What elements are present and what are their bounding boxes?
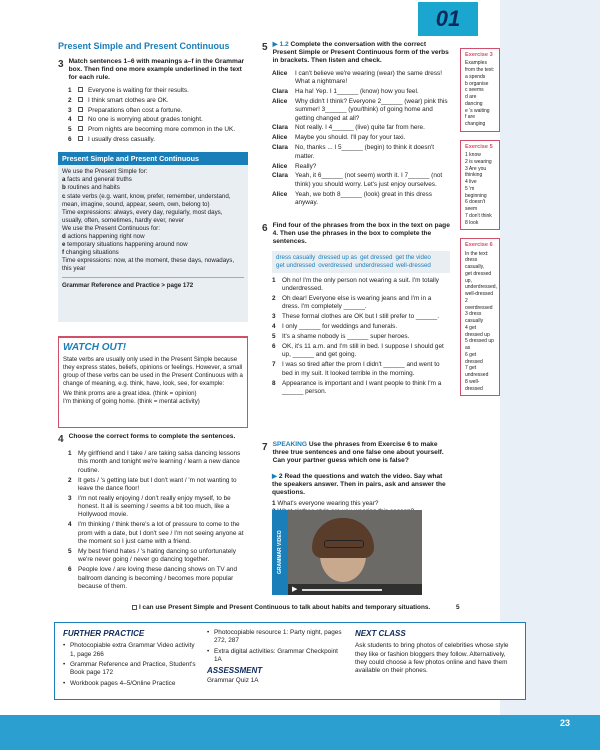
item-number: 3 <box>272 313 276 321</box>
answer-key-line: a spends <box>465 73 486 80</box>
item-text: These formal clothes are OK but I still prefer to ______. <box>282 313 440 321</box>
item-text: No one is worrying about grades tonight. <box>88 116 203 124</box>
answer-key-box <box>460 48 500 132</box>
speaker-name: Alice <box>272 190 288 198</box>
list-item <box>68 87 248 95</box>
item-text: It gets / 's getting late but I don't want / 'm not wanting to leave the dance floor! <box>78 476 237 492</box>
phrase-chip: get dressed <box>360 253 393 261</box>
item-number: 1 <box>68 450 72 457</box>
dialogue-text: Yeah, it 6______ (not seem) worth it. I 7______ (not think) you should worry. Let's just enjoy ourselves. <box>295 172 443 188</box>
dialogue-line <box>272 124 450 132</box>
answer-key-line: c seems <box>465 87 484 94</box>
item-text: Appearance is important and I want people to think I'm a ______ person. <box>282 379 442 395</box>
dialogue-text: Not really. I 4______ (live) quite far from here. <box>295 124 425 132</box>
item-text: OK, it's 11 a.m. and I'm still in bed. I suppose I should get up, ______ and get going. <box>282 343 444 359</box>
answer-key-line: e 's waiting <box>465 107 490 114</box>
checkbox-icon[interactable] <box>78 116 83 121</box>
speaker-name: Alice <box>272 97 288 105</box>
dialogue-text: I can't believe we're wearing (wear) the same dress! What a nightmare! <box>295 69 443 86</box>
grammar-line: We use the Present Continuous for: <box>62 224 160 232</box>
answer-key-line: 3 dress casually <box>465 311 484 325</box>
answer-key-line: 8 look <box>465 219 479 226</box>
exercise-5 <box>262 41 450 209</box>
practice-item: • Workbook pages 4–5/Online Practice <box>63 680 198 688</box>
assessment-title: ASSESSMENT <box>207 666 263 676</box>
checkbox-icon[interactable] <box>78 97 83 102</box>
speaker-name: Alice <box>272 69 288 77</box>
list-item <box>68 566 248 591</box>
exercise-instruction: Complete the conversation with the correct Present Simple or Present Continuous form of the verbs in brackets. Then listen and check. <box>272 41 449 65</box>
item-text: People love / are loving these dancing shows on TV and ballroom dancing is becoming / becomes more popular because of them. <box>78 566 238 590</box>
video-label: GRAMMAR VIDEO <box>272 510 288 595</box>
answer-key-line: In the text: <box>465 250 489 257</box>
speaker-name: Alice <box>272 134 288 142</box>
list-item <box>272 277 450 294</box>
checkbox-icon[interactable] <box>132 605 137 610</box>
item-text: Oh dear! Everyone else is wearing jeans and I'm in a dress. I'm completely ______. <box>282 295 432 311</box>
exercise-6 <box>262 222 450 398</box>
answer-key-line: dress casually, <box>465 257 485 271</box>
answer-key-line: 7 don't think <box>465 212 492 219</box>
phrase-chip: dressed up as <box>318 253 358 261</box>
item-text: It's a shame nobody is ______ super heroes. <box>282 333 410 341</box>
exercise-instruction: Use the phrases from Exercise 6 to make three true sentences and one false one about yourself. Can your partner guess which one is false? <box>272 441 444 465</box>
bottom-band <box>0 715 600 750</box>
speaker-name: Clara <box>272 124 288 132</box>
list-item <box>68 136 248 144</box>
item-number: 2 <box>272 295 276 303</box>
grammar-box <box>58 152 248 322</box>
item-text: I'm not really enjoying / don't really enjoy myself, to be honest. It all is seeming / seems a bit too much, like a Hollywood movie. <box>78 494 231 519</box>
list-item <box>272 323 450 331</box>
practice-item: • Grammar Reference and Practice, Student's Book page 172 <box>63 661 198 678</box>
list-item <box>272 333 450 341</box>
speaker-name: Clara <box>272 87 288 95</box>
exercise-7 <box>262 441 450 466</box>
checkbox-icon[interactable] <box>78 87 83 92</box>
checkbox-icon[interactable] <box>78 136 83 141</box>
progress-bar[interactable] <box>302 589 382 591</box>
dialogue-line <box>272 163 450 171</box>
item-text: Everyone is waiting for their results. <box>88 86 189 94</box>
grammar-line: e temporary situations happening around now <box>62 240 188 248</box>
exercise-number: 4 <box>58 434 64 445</box>
item-number: 2 <box>68 96 72 104</box>
exercise-instruction: Find four of the phrases from the box in the text on page 4. Then use the phrases in the box to complete the sentences. <box>272 222 450 246</box>
phrase-chip: well-dressed <box>396 261 431 269</box>
dialogue-line <box>272 70 450 87</box>
answer-key-line: get dressed up, <box>465 270 492 284</box>
dialogue-line <box>272 88 450 96</box>
practice-item: • Photocopiable extra Grammar Video activity 1, page 266 <box>63 642 198 659</box>
exercise-number: 3 <box>58 59 64 70</box>
checkbox-icon[interactable] <box>78 126 83 131</box>
answer-key-line: 5 dressed up as <box>465 338 494 352</box>
exercise-3 <box>58 58 248 146</box>
answer-key-line: 6 doesn't seem <box>465 199 486 213</box>
grammar-line: c state verbs (e.g. want, know, prefer, remember, understand, mean, imagine, sound, appear, seem, own, belong to) <box>62 192 231 208</box>
item-text: Prom nights are becoming more common in the UK. <box>88 126 236 134</box>
item-number: 6 <box>272 343 276 351</box>
video-instruction: Read the questions and watch the video. Say what the speakers answer. Then in pairs, ask and answer the questions. <box>272 473 446 497</box>
video-question: What's everyone wearing this year? <box>277 499 379 507</box>
video-number: 2 <box>278 473 283 480</box>
assessment-text: Grammar Quiz 1A <box>207 676 259 684</box>
next-class-title: NEXT CLASS <box>355 629 406 638</box>
grammar-line: We use the Present Simple for: <box>62 168 148 176</box>
watch-out-body: State verbs are usually only used in the Present Simple because they express states, beliefs, opinions or feelings. However, a small group of these verbs can be used in the Present Continuous with a change of meaning, e.g. think, have, look, see, for example: <box>63 356 243 387</box>
watch-out-example: We think proms are a great idea. (think = opinion) <box>63 389 197 397</box>
list-item <box>272 295 450 312</box>
answer-key-line: 5 'm beginning <box>465 185 487 199</box>
watch-out-title: WATCH OUT! <box>63 342 127 353</box>
answer-key-line: d are dancing <box>465 94 483 107</box>
answer-key-title: Exercise 6 <box>465 242 493 249</box>
unit-badge: 01 <box>418 2 478 36</box>
exercise-number: 5 <box>262 42 268 53</box>
play-icon[interactable]: ▶ <box>292 586 298 593</box>
dialogue-line <box>272 144 450 161</box>
can-do-statement: I can use Present Simple and Present Continuous to talk about habits and temporary situations. <box>132 604 462 612</box>
answer-key-line: 7 get undressed <box>465 365 489 379</box>
exercise-number: 7 <box>262 442 268 453</box>
answer-key-line: f are changing <box>465 114 486 128</box>
answer-key-sidebar <box>460 48 500 404</box>
item-number: 4 <box>272 323 276 331</box>
list-item <box>272 313 450 321</box>
resources <box>207 629 347 685</box>
phrase-chip: underdressed <box>355 261 394 269</box>
grammar-reference: Grammar Reference and Practice > page 172 <box>62 277 244 290</box>
speaking-label: SPEAKING <box>272 441 308 448</box>
list-item <box>272 343 450 360</box>
answer-key-line: 4 live <box>465 179 477 186</box>
dialogue-line <box>272 98 450 123</box>
speaker-name: Clara <box>272 172 288 180</box>
exercise-number: 6 <box>262 223 268 234</box>
answer-key-line: 2 overdressed <box>465 297 493 311</box>
answer-key-title: Exercise 3 <box>465 52 493 58</box>
dialogue-line <box>272 134 450 142</box>
list-item <box>68 495 248 520</box>
answer-key-line: 2 is wearing <box>465 158 492 165</box>
item-text: My best friend hates / 's hating dancing so unfortunately we're never going / never go dancing together. <box>78 547 236 564</box>
page-number: 23 <box>560 718 571 728</box>
list-item <box>68 477 248 494</box>
watch-out-box <box>58 336 248 428</box>
grammar-line: f changing situations <box>62 248 119 256</box>
video-player[interactable] <box>272 510 422 595</box>
video-task: ▶ 2 Read the questions and watch the video. Say what the speakers answer. Then in pairs, ask and answer the questions. 1 What's everyone wearing this year? <box>272 473 450 516</box>
speaker-name: Alice <box>272 162 288 170</box>
phrase-chip: overdressed <box>318 261 353 269</box>
phrase-chip: get undressed <box>276 261 316 269</box>
item-number: 8 <box>272 379 276 387</box>
answer-key-line: 8 well-dressed <box>465 378 483 392</box>
item-number: 7 <box>272 361 276 369</box>
page-side-number: 5 <box>456 604 460 611</box>
exercise-instruction: Choose the correct forms to complete the sentences. <box>68 433 236 440</box>
item-number: 6 <box>68 136 72 144</box>
resource-item: • Extra digital activities: Grammar Checkpoint 1A <box>207 648 347 665</box>
grammar-line: a facts and general truths <box>62 176 132 184</box>
speaker-name: Clara <box>272 144 288 152</box>
dialogue-text: Ha ha! Yep. I 1______ (know) how you feel. <box>295 87 419 95</box>
item-text: Oh no! I'm the only person not wearing a suit. I'm totally underdressed. <box>282 276 439 293</box>
answer-key-title: Exercise 5 <box>465 143 493 150</box>
dialogue-text: Why didn't I think? Everyone 2______ (wear) pink this summer! 3______ (you/think) of going home and getting changed at all? <box>295 97 448 122</box>
list-item <box>68 97 248 105</box>
item-number: 5 <box>68 547 72 555</box>
list-item <box>68 450 248 475</box>
grammar-line: Time expressions: now, at the moment, these days, nowadays, this year <box>62 257 235 273</box>
phrase-chip: dress casually <box>276 253 316 261</box>
item-number: 1 <box>272 276 276 284</box>
item-number: 4 <box>68 116 72 124</box>
answer-key-line: underdressed, <box>465 284 497 291</box>
list-item <box>272 380 450 397</box>
exercise-4 <box>58 433 248 593</box>
glasses-icon <box>324 540 364 548</box>
dialogue-line <box>272 191 450 208</box>
watch-out-example: I'm thinking of going home. (think = mental activity) <box>63 397 200 405</box>
list-item <box>68 548 248 565</box>
exercise-instruction: Match sentences 1–6 with meanings a–f in the Grammar box. Then find one more example underlined in the text for each rule. <box>68 58 245 82</box>
grammar-box-title: Present Simple and Present Continuous <box>58 152 248 165</box>
list-item <box>68 126 248 134</box>
list-item <box>68 116 248 124</box>
further-practice-title: FURTHER PRACTICE <box>63 629 145 638</box>
answer-key-line: 4 get dressed up <box>465 324 490 338</box>
answer-key-line: 1 know <box>465 152 481 159</box>
item-text: I only ______ for weddings and funerals. <box>282 323 398 331</box>
item-number: 3 <box>68 106 72 114</box>
item-text: I was so tired after the prom I didn't ______ and went to bed in my suit. It looked terrible in the morning. <box>282 361 440 377</box>
answer-key-line: 3 Are you thinking <box>465 165 487 179</box>
grammar-line: b routines and habits <box>62 184 120 192</box>
answer-key-box <box>460 140 500 231</box>
phrase-box <box>272 251 450 273</box>
video-controls[interactable] <box>288 584 422 595</box>
answer-key-line: well-dressed <box>465 291 494 298</box>
item-text: I think smart clothes are OK. <box>88 96 169 104</box>
list-item <box>68 107 248 115</box>
dialogue-text: No, thanks ... I 5______ (begin) to think it doesn't matter. <box>295 144 435 160</box>
item-number: 2 <box>68 476 72 484</box>
dialogue-line <box>272 172 450 189</box>
further-practice <box>63 629 198 690</box>
answer-key-line: Examples from the text: <box>465 60 495 74</box>
section-title: Present Simple and Present Continuous <box>58 41 230 51</box>
speaker-hair <box>312 518 374 558</box>
list-item <box>272 361 450 378</box>
item-number: 4 <box>68 521 72 529</box>
item-number: 1 <box>68 86 72 94</box>
item-number: 5 <box>68 126 72 134</box>
dialogue-text: Really? <box>295 162 317 170</box>
item-number: 5 <box>272 333 276 341</box>
item-text: Preparations often cost a fortune. <box>88 106 183 114</box>
answer-key-line: 6 get dressed <box>465 351 483 365</box>
video-icon[interactable]: ▶ <box>272 473 278 480</box>
next-class-text: Ask students to bring photos of celebrities whose style they like or fashion bloggers they follow. Alternatively, they could choose a few photos online and have them available on their phones. <box>355 642 509 675</box>
grammar-line: d actions happening right now <box>62 232 145 240</box>
grammar-line: Time expressions: always, every day, regularly, most days, usually, often, sometimes, hardly ever, never <box>62 208 223 224</box>
item-text: I usually dress casually. <box>88 136 156 144</box>
checkbox-icon[interactable] <box>78 107 83 112</box>
answer-key-line: b organise <box>465 80 489 87</box>
item-text: My girlfriend and I take / are taking salsa dancing lessons this month and tonight we're learning / learn a new dance routine. <box>78 450 241 474</box>
resource-item: • Photocopiable resource 1: Party night, pages 272, 287 <box>207 629 347 646</box>
answer-key-box <box>460 238 500 396</box>
phrase-chip: get the video <box>395 253 431 261</box>
item-number: 6 <box>68 566 72 574</box>
dialogue-text: Maybe you should. I'll pay for your taxi. <box>295 134 406 142</box>
dialogue-text: Yeah, we both 8______ (look) great in this dress anyway. <box>295 190 432 207</box>
list-item <box>68 521 248 546</box>
item-number: 3 <box>68 494 72 502</box>
teacher-notes-box <box>54 622 526 700</box>
audio-track[interactable]: ▶ 1.2 <box>272 41 289 48</box>
next-class <box>355 629 515 676</box>
item-text: I'm thinking / think there's a lot of pressure to come to the prom with a date, but I don't see / I'm not seeing anyone at the moment so I just came with a friend. <box>78 521 244 546</box>
